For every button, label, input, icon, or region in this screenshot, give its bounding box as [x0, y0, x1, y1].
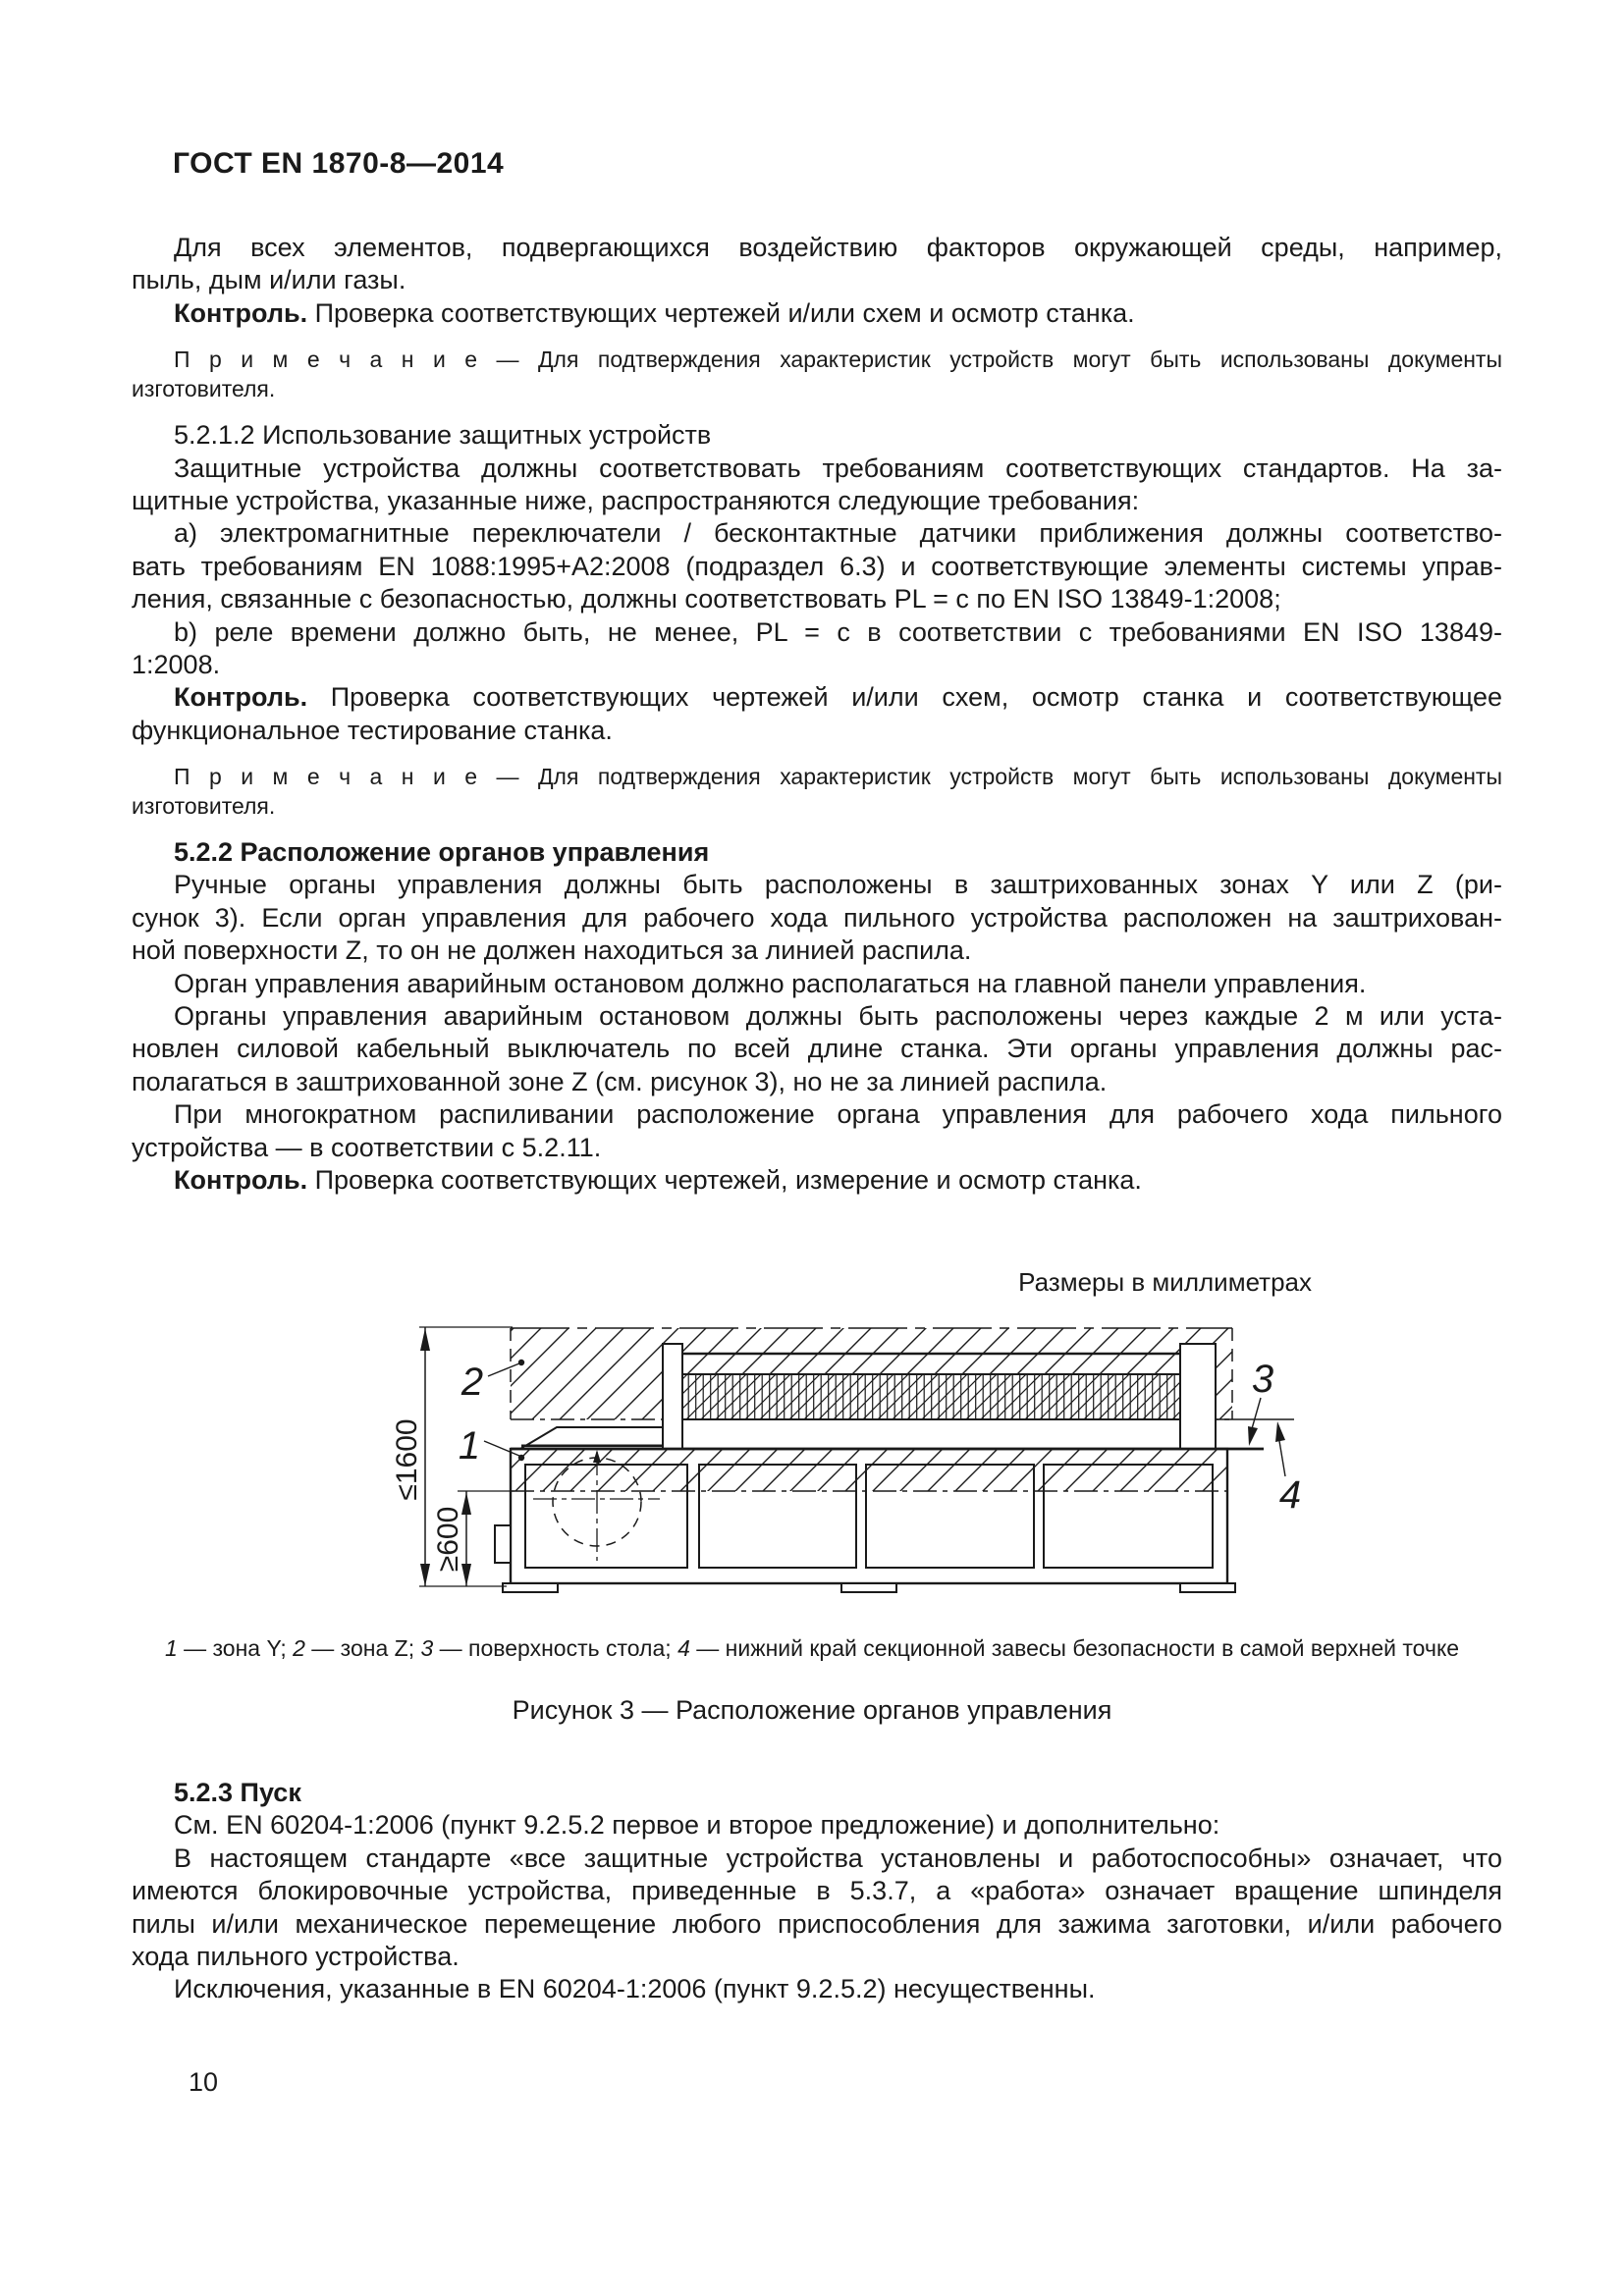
- text-run: полагаться в заштрихованной зоне Z (см. рисунок 3), но не за линией распила.: [132, 1066, 1108, 1096]
- text-line: [132, 453, 1502, 485]
- text-line: [132, 232, 1502, 264]
- italic-text: 3: [420, 1635, 434, 1661]
- feed-table: [520, 1427, 663, 1449]
- right-post: [1180, 1344, 1216, 1449]
- text-line: [132, 1809, 1502, 1842]
- bold-text: Контроль.: [174, 1164, 308, 1195]
- text-run: Проверка соответствующих чертежей и/или схем и осмотр станка.: [307, 297, 1135, 328]
- text-run: — нижний край секционной завесы безопасности в самой верхней точке: [689, 1635, 1460, 1661]
- paragraph: [132, 517, 1502, 615]
- text-run: П р и м е ч а н и е — Для подтверждения характеристик устройств могут быть использованы документы: [174, 764, 1502, 790]
- text-line: [132, 1132, 1502, 1164]
- text-line: [132, 869, 1502, 901]
- table-surface-number: 3: [1251, 1358, 1274, 1401]
- text-run: изготовителя.: [132, 793, 276, 820]
- text-line: [132, 649, 1502, 681]
- text-line: [132, 1941, 1502, 1973]
- text-line: [132, 681, 1502, 714]
- paragraph: [132, 1098, 1502, 1164]
- text-run: пыль, дым и/или газы.: [132, 265, 406, 295]
- zone-y-number: 1: [458, 1424, 481, 1468]
- italic-text: 1: [164, 1635, 178, 1661]
- left-post: [663, 1344, 682, 1449]
- text-run: В настоящем стандарте «все защитные устройства установлены и работоспособны» означает, что: [174, 1842, 1502, 1873]
- zone-y-hatch: [511, 1449, 1227, 1491]
- note-block: [132, 345, 1502, 403]
- text-run: имеются блокировочные устройства, приведенные в 5.3.7, а «работа» означает вращение шпинделя: [132, 1876, 1502, 1906]
- dim-1600-label: ≤1600: [391, 1418, 423, 1501]
- text-run: ной поверхности Z, то он не должен находиться за линией распила.: [132, 935, 972, 966]
- paragraph: [132, 1000, 1502, 1098]
- italic-text: 4: [677, 1635, 690, 1661]
- text-line: [132, 1000, 1502, 1033]
- paragraph: [132, 1164, 1502, 1197]
- dimensions-note: Размеры в миллиметрах: [1018, 1267, 1312, 1297]
- text-line: [132, 1098, 1502, 1131]
- text-line: [132, 1033, 1502, 1065]
- machine-foot: [503, 1583, 558, 1592]
- text-run: — зона Z;: [304, 1635, 421, 1661]
- label-table-surface: [1248, 1358, 1273, 1446]
- text-line: [132, 374, 1502, 403]
- text-line: [132, 715, 1502, 747]
- text-line: [132, 264, 1502, 296]
- text-line: [132, 836, 1502, 869]
- text-run: функциональное тестирование станка.: [132, 715, 613, 745]
- zone-z-number: 2: [460, 1361, 484, 1404]
- text-line: [132, 517, 1502, 550]
- note-block: [132, 762, 1502, 821]
- text-line: [132, 419, 1502, 452]
- text-run: 1:2008.: [132, 649, 221, 679]
- figure-title: Рисунок 3 — Расположение органов управления: [512, 1695, 1112, 1725]
- text-line: [132, 583, 1502, 615]
- bottom-text-column: [132, 1761, 1502, 2006]
- text-line: [132, 1066, 1502, 1098]
- text-run: пилы и/или механическое перемещение любого приспособления для зажима заготовки, и/или рабочего: [132, 1908, 1502, 1939]
- text-run: Органы управления аварийным остановом должны быть расположены через каждые 2 м или уста-: [174, 1001, 1502, 1032]
- text-line: [132, 762, 1502, 791]
- text-run: Защитные устройства должны соответствовать требованиям соответствующих стандартов. На за-: [174, 453, 1502, 483]
- text-line: [132, 968, 1502, 1000]
- paragraph: [132, 1973, 1502, 2005]
- text-run: Исключения, указанные в EN 60204-1:2006 (пункт 9.2.5.2) несущественны.: [174, 1974, 1096, 2004]
- bold-text: Контроль.: [174, 682, 308, 713]
- text-run: Ручные органы управления должны быть расположены в заштрихованных зонах Y или Z (ри-: [174, 870, 1502, 900]
- text-line: [132, 1908, 1502, 1941]
- section-heading: [132, 419, 1502, 452]
- text-line: [132, 345, 1502, 374]
- text-run: ления, связанные с безопасностью, должны соответствовать PL = c по EN ISO 13849-1:2008;: [132, 584, 1281, 614]
- paragraph: [132, 616, 1502, 682]
- page-number: 10: [189, 2067, 219, 2097]
- paragraph: [132, 453, 1502, 518]
- paragraph: [132, 232, 1502, 297]
- text-run: b) реле времени должно быть, не менее, PL = c в соответствии с требованиями EN ISO 13849-: [174, 616, 1502, 647]
- italic-text: 2: [293, 1635, 305, 1661]
- text-line: [132, 934, 1502, 967]
- figure-drawing: [383, 1298, 1375, 1622]
- label-curtain-edge: [1275, 1421, 1301, 1517]
- text-line: [132, 1973, 1502, 2005]
- text-run: Проверка соответствующих чертежей, измерение и осмотр станка.: [307, 1164, 1142, 1195]
- body-text-column: [132, 232, 1502, 1197]
- text-run: новлен силовой кабельный выключатель по всей длине станка. Эти органы управления должны рас-: [132, 1034, 1502, 1064]
- paragraph: [132, 869, 1502, 967]
- text-run: изготовителя.: [132, 376, 276, 402]
- text-run: Проверка соответствующих чертежей и/или схем, осмотр станка и соответствующее: [307, 682, 1502, 713]
- paragraph: [132, 297, 1502, 330]
- machine-foot: [841, 1583, 896, 1592]
- paragraph: [132, 681, 1502, 747]
- text-line: [132, 791, 1502, 821]
- text-run: — поверхность стола;: [433, 1635, 678, 1661]
- curtain-edge-number: 4: [1278, 1473, 1302, 1517]
- text-run: 5.2.2 Расположение органов управления: [174, 837, 710, 868]
- section-heading: [132, 836, 1502, 869]
- figure-caption: [0, 1635, 1624, 1662]
- text-line: [132, 485, 1502, 517]
- text-run: вать требованиям EN 1088:1995+A2:2008 (подраздел 6.3) и соответствующие элементы системы управ-: [132, 551, 1502, 581]
- paragraph: [132, 968, 1502, 1000]
- paragraph: [132, 1842, 1502, 1974]
- text-run: См. EN 60204-1:2006 (пункт 9.2.5.2 первое и второе предложение) и дополнительно:: [174, 1810, 1220, 1841]
- text-run: устройства — в соответствии с 5.2.11.: [132, 1132, 602, 1162]
- text-line: [132, 551, 1502, 583]
- bold-text: Контроль.: [174, 297, 308, 328]
- paragraph: [132, 1809, 1502, 1842]
- dim-600-label: ≥600: [432, 1506, 464, 1573]
- text-run: щитные устройства, указанные ниже, распространяются следующие требования:: [132, 485, 1140, 515]
- text-run: a) электромагнитные переключатели / бесконтактные датчики приближения должны соответство-: [174, 518, 1502, 549]
- text-run: хода пильного устройства.: [132, 1941, 460, 1971]
- side-switch-box: [495, 1525, 511, 1563]
- text-line: [132, 1164, 1502, 1197]
- text-run: П р и м е ч а н и е — Для подтверждения характеристик устройств могут быть использованы документы: [174, 347, 1502, 373]
- text-line: [132, 1777, 1502, 1809]
- section-heading: [132, 1777, 1502, 1809]
- text-run: 5.2.3 Пуск: [174, 1778, 301, 1807]
- text-line: [132, 1842, 1502, 1875]
- text-run: сунок 3). Если орган управления для рабочего хода пильного устройства расположен на заштрихован-: [132, 902, 1502, 933]
- text-line: [132, 297, 1502, 330]
- doc-header: ГОСТ EN 1870-8—2014: [173, 147, 505, 180]
- text-run: Для всех элементов, подвергающихся воздействию факторов окружающей среды, например,: [174, 233, 1502, 262]
- text-run: При многократном распиливании расположение органа управления для рабочего хода пильного: [174, 1099, 1502, 1130]
- text-run: — зона Y;: [177, 1635, 294, 1661]
- text-run: 5.2.1.2 Использование защитных устройств: [174, 420, 712, 451]
- text-line: [132, 616, 1502, 649]
- machine-foot: [1180, 1583, 1235, 1592]
- text-line: [132, 902, 1502, 934]
- text-line: [132, 1875, 1502, 1907]
- text-run: Орган управления аварийным остановом должно располагаться на главной панели управления.: [174, 968, 1367, 998]
